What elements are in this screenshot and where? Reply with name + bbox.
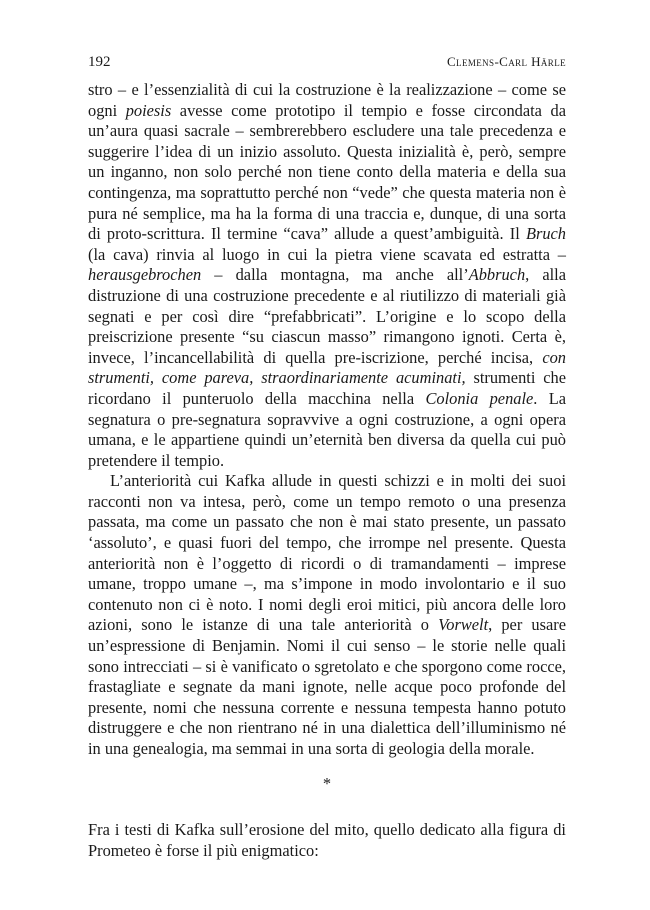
text-run: stro – e l’essenzialità di cui la costruzione è la realizzazione – come se ogni: [88, 80, 566, 120]
body-text: [88, 80, 566, 861]
paragraph-2: [88, 471, 566, 759]
text-run: . La segnatura o pre-segnatura sopravvive a ogni costruzione, a ogni opera umana, e le appartiene quindi un’eternità ben diversa da quella cui può pretendere il tempio.: [88, 388, 567, 470]
text-run: avesse come prototipo il tempio e fosse circondata da un’aura quasi sacrale – sembrerebbero escludere una tale precedenza e suggerire l’idea di un inizio assoluto. Questa inizialità è, però, sempre un inganno, non solo perché non tiene conto della materia e della sua contingenza, ma soprattutto perché non “vede” che questa materia non è pura né semplice, ma ha la forma di una traccia e, dunque, di una sorta di proto-scrittura. Il termine “cava” allude a quest’ambiguità. Il: [88, 100, 566, 244]
text-run: – dalla montagna, ma anche all’: [201, 265, 469, 285]
text-run: Fra i testi di Kafka sull’erosione del mito, quello dedicato alla figura di Prometeo è forse il più enigmatico:: [88, 820, 566, 860]
running-head: [88, 50, 566, 74]
text-run: (la cava) rinvia al luogo in cui la pietra viene scavata ed estratta –: [88, 244, 566, 264]
text-run: L’anteriorità cui Kafka allude in questi schizzi e in molti dei suoi racconti non va intesa, però, come un tempo remoto o una presenza passata, ma come un passato che non è mai stato presente, un passato ‘assoluto’, e quasi fuori del tempo, che irrompe nel presente. Questa anteriorità non è l’oggetto di ricordi o di tramandamenti – imprese umane, troppo umane –, ma s’impone in modo involontario e il suo contenuto non ci è noto. I nomi degli eroi mitici, più ancora delle loro azioni, sono le istanze di una tale anteriorità o: [88, 471, 566, 635]
page-number: 192: [88, 54, 111, 70]
italic-run: Abbruch: [468, 265, 526, 285]
italic-run: Colonia penale: [425, 388, 534, 408]
text-run: , alla distruzione di una costruzione precedente e al riutilizzo di materiali già segnati e per così dire “prefabbricati”. L’origine e lo scopo della preiscrizione presente “su ciascun masso” rimangono ignoti. Certa è, invece, l’incancellabilità di quella pre-iscrizione, perché incisa,: [88, 265, 566, 367]
italic-run: con strumenti, come pareva, straordinariamente acuminati,: [88, 347, 566, 388]
italic-run: poiesis: [125, 100, 172, 120]
text-run: , per usare un’espressione di Benjamin. Nomi il cui senso – le storie nelle quali sono intrecciati – si è vanificato o sgretolato e che sporgono come rocce, frastagliate e segnate da mani ignote, nelle acque poco profonde del presente, nomi che nessuna corrente e nessuna tempesta hanno potuto distruggere e che non rientrano né in una dialettica dell’illuminismo né in una genealogia, ma semmai in una sorta di geologia della morale.: [88, 615, 566, 758]
italic-run: Bruch: [525, 224, 566, 244]
text-run: strumenti che ricordano il punteruolo della macchina nella: [88, 368, 566, 408]
running-head-author: Clemens-Carl Härle: [446, 54, 566, 69]
paragraph-1: [88, 80, 566, 471]
italic-run: Vorwelt: [438, 615, 489, 635]
italic-run: herausgebrochen: [88, 265, 202, 285]
section-separator: *: [322, 773, 332, 793]
paragraph-3: [88, 820, 566, 861]
